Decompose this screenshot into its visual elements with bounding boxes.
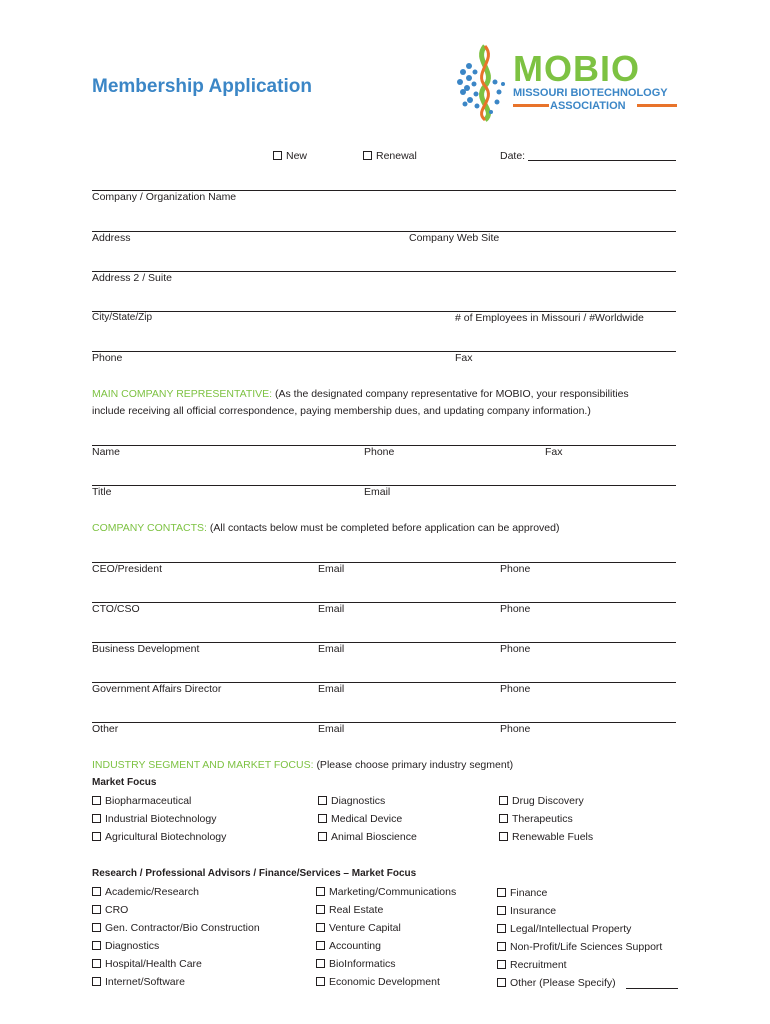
- option-checkbox[interactable]: Non-Profit/Life Sciences Support: [497, 941, 662, 953]
- rep-fax-label: Fax: [545, 446, 563, 458]
- logo-accent-right: [637, 104, 677, 107]
- checkbox-icon: [318, 814, 327, 823]
- option-checkbox[interactable]: Biopharmaceutical: [92, 795, 191, 807]
- contact-phone-label: Phone: [500, 563, 531, 575]
- option-checkbox[interactable]: Drug Discovery: [499, 795, 584, 807]
- logo-line2: ASSOCIATION: [550, 100, 626, 112]
- checkbox-icon: [92, 977, 101, 986]
- industry-heading: INDUSTRY SEGMENT AND MARKET FOCUS:: [92, 759, 314, 771]
- checkbox-icon: [318, 796, 327, 805]
- checkbox-icon: [92, 814, 101, 823]
- rep-name-label: Name: [92, 446, 121, 458]
- option-checkbox[interactable]: Agricultural Biotechnology: [92, 831, 226, 843]
- contact-row-field[interactable]: [92, 722, 676, 723]
- checkbox-icon: [363, 151, 372, 160]
- contact-phone-label: Phone: [500, 683, 531, 695]
- checkbox-icon: [92, 941, 101, 950]
- phone-label: Phone: [92, 352, 123, 364]
- contacts-intro: COMPANY CONTACTS: (All contacts below must be completed before application can be approved): [92, 522, 560, 534]
- option-checkbox[interactable]: Economic Development: [316, 976, 440, 988]
- logo-word: MOBIO: [513, 48, 640, 89]
- contact-role-label: Business Development: [92, 643, 200, 655]
- checkbox-icon: [318, 832, 327, 841]
- other-specify-field[interactable]: [626, 988, 678, 989]
- city-label: City/State/Zip: [92, 312, 153, 323]
- contact-phone-label: Phone: [500, 643, 531, 655]
- checkbox-icon: [499, 832, 508, 841]
- contact-email-label: Email: [318, 603, 345, 615]
- checkbox-icon: [316, 905, 325, 914]
- website-label: Company Web Site: [409, 232, 500, 244]
- option-checkbox[interactable]: Accounting: [316, 940, 381, 952]
- address-field[interactable]: [92, 231, 676, 232]
- checkbox-icon: [316, 959, 325, 968]
- main-rep-intro: MAIN COMPANY REPRESENTATIVE: (As the designated company representative for MOBIO, your responsibilities: [92, 388, 629, 400]
- option-checkbox[interactable]: Academic/Research: [92, 886, 199, 898]
- checkbox-icon: [497, 924, 506, 933]
- checkbox-icon: [497, 888, 506, 897]
- date-label: Date:: [500, 150, 526, 162]
- option-checkbox[interactable]: Animal Bioscience: [318, 831, 417, 843]
- contact-role-label: Other: [92, 723, 119, 735]
- checkbox-icon: [273, 151, 282, 160]
- contact-role-label: Government Affairs Director: [92, 683, 222, 695]
- contact-row-field[interactable]: [92, 602, 676, 603]
- contacts-heading: COMPANY CONTACTS:: [92, 522, 207, 534]
- contact-email-label: Email: [318, 643, 345, 655]
- checkbox-icon: [92, 905, 101, 914]
- renewal-checkbox[interactable]: Renewal: [363, 150, 417, 162]
- option-checkbox[interactable]: Marketing/Communications: [316, 886, 456, 898]
- checkbox-icon: [497, 978, 506, 987]
- logo-accent-left: [513, 104, 549, 107]
- contact-email-label: Email: [318, 683, 345, 695]
- main-rep-heading: MAIN COMPANY REPRESENTATIVE:: [92, 388, 273, 400]
- rep-email-label: Email: [364, 486, 391, 498]
- checkbox-icon: [92, 959, 101, 968]
- market-focus-label: Market Focus: [92, 777, 157, 788]
- main-rep-desc: include receiving all official correspondence, paying membership dues, and updating company information.): [92, 405, 591, 417]
- phone-field[interactable]: [92, 351, 676, 352]
- rep-phone-label: Phone: [364, 446, 395, 458]
- org-name-label: Company / Organization Name: [92, 191, 237, 203]
- option-checkbox[interactable]: Internet/Software: [92, 976, 185, 988]
- date-field[interactable]: [528, 160, 676, 161]
- logo-line1: MISSOURI BIOTECHNOLOGY: [513, 87, 668, 99]
- contact-row-field[interactable]: [92, 562, 676, 563]
- checkbox-icon: [316, 923, 325, 932]
- option-checkbox[interactable]: BioInformatics: [316, 958, 396, 970]
- checkbox-icon: [92, 832, 101, 841]
- contact-role-label: CEO/President: [92, 563, 163, 575]
- option-checkbox[interactable]: Renewable Fuels: [499, 831, 593, 843]
- contact-phone-label: Phone: [500, 603, 531, 615]
- option-checkbox[interactable]: Legal/Intellectual Property: [497, 923, 631, 935]
- option-checkbox[interactable]: CRO: [92, 904, 128, 916]
- option-checkbox[interactable]: Real Estate: [316, 904, 383, 916]
- checkbox-icon: [497, 942, 506, 951]
- option-checkbox[interactable]: Diagnostics: [318, 795, 385, 807]
- option-checkbox[interactable]: Venture Capital: [316, 922, 401, 934]
- option-checkbox[interactable]: Finance: [497, 887, 547, 899]
- mobio-logo: [455, 42, 680, 122]
- option-checkbox[interactable]: Medical Device: [318, 813, 402, 825]
- contact-role-label: CTO/CSO: [92, 603, 140, 615]
- employees-label: # of Employees in Missouri / #Worldwide: [455, 312, 644, 324]
- option-checkbox[interactable]: Insurance: [497, 905, 556, 917]
- research-heading: Research / Professional Advisors / Finance/Services – Market Focus: [92, 868, 417, 879]
- contact-email-label: Email: [318, 723, 345, 735]
- checkbox-icon: [499, 814, 508, 823]
- checkbox-icon: [316, 887, 325, 896]
- rep-title-label: Title: [92, 486, 112, 498]
- address-label: Address: [92, 232, 131, 244]
- checkbox-icon: [92, 887, 101, 896]
- new-checkbox[interactable]: New: [273, 150, 307, 162]
- option-checkbox[interactable]: Other (Please Specify): [497, 977, 616, 989]
- option-checkbox[interactable]: Gen. Contractor/Bio Construction: [92, 922, 260, 934]
- address2-field[interactable]: [92, 271, 676, 272]
- contact-email-label: Email: [318, 563, 345, 575]
- checkbox-icon: [92, 796, 101, 805]
- checkbox-icon: [499, 796, 508, 805]
- option-checkbox[interactable]: Therapeutics: [499, 813, 573, 825]
- checkbox-icon: [316, 941, 325, 950]
- option-checkbox[interactable]: Industrial Biotechnology: [92, 813, 217, 825]
- option-checkbox[interactable]: Hospital/Health Care: [92, 958, 202, 970]
- address2-label: Address 2 / Suite: [92, 272, 172, 284]
- checkbox-icon: [497, 960, 506, 969]
- checkbox-icon: [316, 977, 325, 986]
- option-checkbox[interactable]: Recruitment: [497, 959, 567, 971]
- option-checkbox[interactable]: Diagnostics: [92, 940, 159, 952]
- contact-phone-label: Phone: [500, 723, 531, 735]
- page-title: Membership Application: [92, 76, 312, 97]
- checkbox-icon: [92, 923, 101, 932]
- checkbox-icon: [497, 906, 506, 915]
- industry-intro: INDUSTRY SEGMENT AND MARKET FOCUS: (Please choose primary industry segment): [92, 759, 514, 771]
- fax-label: Fax: [455, 352, 473, 364]
